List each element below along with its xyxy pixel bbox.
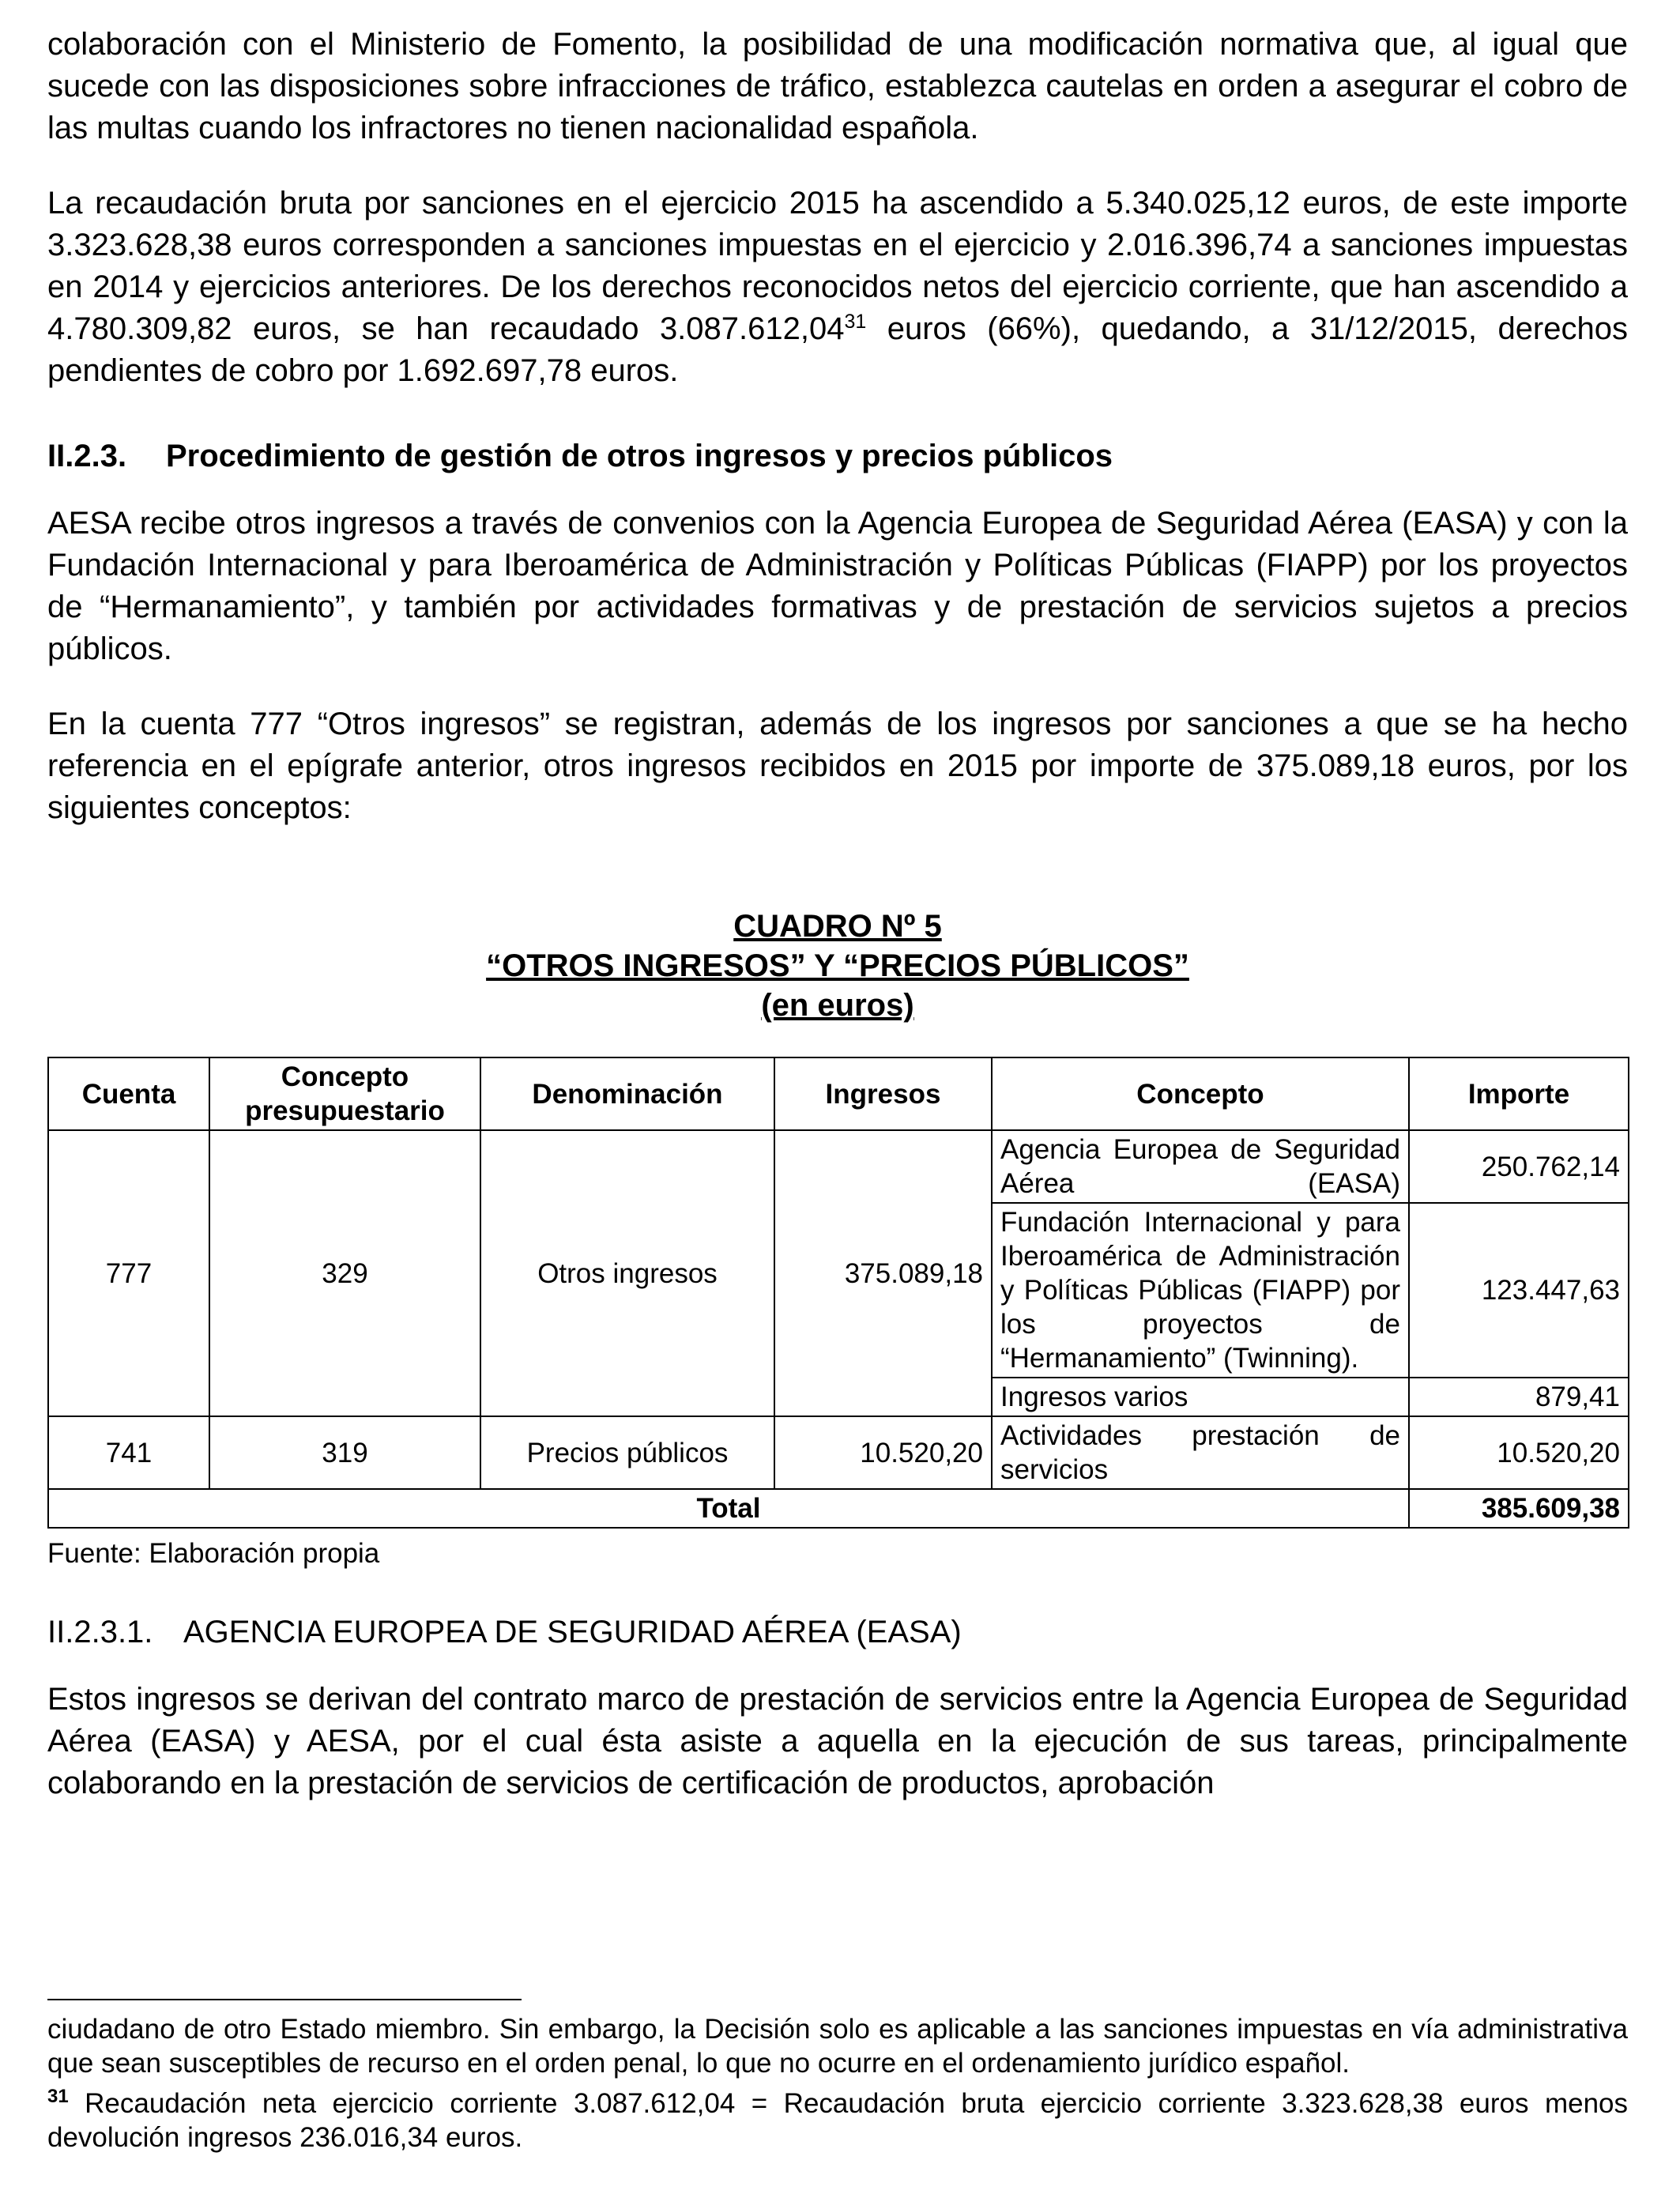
footnote-31-mark: 31 — [47, 2086, 69, 2107]
subsection-number: II.2.3.1. — [47, 1615, 153, 1649]
footnote-ref-31[interactable]: 31 — [844, 311, 867, 333]
table-header-row — [48, 1057, 1629, 1130]
cell-importe: 879,41 — [1409, 1378, 1629, 1416]
table-source: Fuente: Elaboración propia — [47, 1538, 380, 1569]
table-caption-number: CUADRO Nº 5 — [733, 909, 942, 944]
cell-denominacion: Otros ingresos — [480, 1130, 774, 1416]
cell-ingresos: 375.089,18 — [774, 1130, 992, 1416]
header-concepto-presupuestario: Concepto presupuestario — [209, 1057, 480, 1130]
paragraph-fomento: colaboración con el Ministerio de Fomento, la posibilidad de una modificación normativa que, al igual que sucede con las disposiciones sobre infracciones de tráfico, establezca cautelas en orden a asegurar el cobro de las multas cuando los infractores no tienen nacionalidad española. — [47, 27, 1628, 145]
cell-cuenta: 741 — [48, 1416, 209, 1489]
cell-importe: 10.520,20 — [1409, 1416, 1629, 1489]
cell-denominacion: Precios públicos — [480, 1416, 774, 1489]
document-page — [47, 24, 1628, 1804]
cell-concepto: Actividades prestación de servicios — [992, 1416, 1409, 1489]
paragraph-recaudacion-text: La recaudación bruta por sanciones en el ejercicio 2015 ha ascendido a 5.340.025,12 euros, de este importe 3.323.628,38 euros corresponden a sanciones impuestas en el ejercicio y 2.016.396,74 a sanciones impuestas en 2014 y ejercicios anteriores. De los derechos reconocidos netos del ejercicio corriente, que han ascendido a 4.780.309,82 euros, se han recaudado 3.087.612,04 — [47, 186, 1628, 346]
header-ingresos: Ingresos — [774, 1057, 992, 1130]
paragraph-easa-contrato: Estos ingresos se derivan del contrato marco de prestación de servicios entre la Agencia Europea de Seguridad Aérea (EASA) y AESA, por el cual ésta asiste a aquella en la ejecución de sus tareas, principalmente colaborando en la prestación de servicios de certificación de productos, aprobación — [47, 1682, 1628, 1800]
section-number: II.2.3. — [47, 439, 127, 473]
section-title: Procedimiento de gestión de otros ingresos y precios públicos — [166, 439, 1113, 473]
subsection-title: AGENCIA EUROPEA DE SEGURIDAD AÉREA (EASA) — [183, 1615, 962, 1649]
cell-concepto: Ingresos varios — [992, 1378, 1409, 1416]
section-heading-ii-2-3 — [47, 435, 1628, 477]
footnote-separator — [47, 1999, 522, 2000]
table-caption — [47, 907, 1628, 1025]
cell-concepto-presupuestario: 329 — [209, 1130, 480, 1416]
paragraph-recaudacion — [47, 183, 1628, 392]
cell-importe: 250.762,14 — [1409, 1130, 1629, 1203]
header-cuenta: Cuenta — [48, 1057, 209, 1130]
cell-concepto: Fundación Internacional y para Iberoamérica de Administración y Políticas Públicas (FIAPP) por los proyectos de “Hermanamiento” (Twinning). — [992, 1203, 1409, 1378]
header-importe: Importe — [1409, 1057, 1629, 1130]
cell-cuenta: 777 — [48, 1130, 209, 1416]
total-label: Total — [48, 1489, 1409, 1528]
table-total-row — [48, 1489, 1629, 1528]
header-concepto: Concepto — [992, 1057, 1409, 1130]
table-row — [48, 1130, 1629, 1203]
total-value: 385.609,38 — [1409, 1489, 1629, 1528]
footnote-31-text: Recaudación neta ejercicio corriente 3.087.612,04 = Recaudación bruta ejercicio corriente 3.323.628,38 euros menos devolución ingresos 236.016,34 euros. — [47, 2088, 1628, 2153]
cell-importe: 123.447,63 — [1409, 1203, 1629, 1378]
table-row — [48, 1416, 1629, 1489]
table-caption-units: (en euros) — [761, 988, 914, 1023]
section-heading-ii-2-3-1 — [47, 1612, 1628, 1653]
header-denominacion: Denominación — [480, 1057, 774, 1130]
paragraph-cuenta-777: En la cuenta 777 “Otros ingresos” se registran, además de los ingresos por sanciones a que se ha hecho referencia en el epígrafe anterior, otros ingresos recibidos en 2015 por importe de 375.089,18 euros, por los siguientes conceptos: — [47, 707, 1628, 825]
table-caption-title: “OTROS INGRESOS” Y “PRECIOS PÚBLICOS” — [486, 948, 1189, 983]
footnote-continuation: ciudadano de otro Estado miembro. Sin embargo, la Decisión solo es aplicable a las sanciones impuestas en vía administrativa que sean susceptibles de recurso en el orden penal, lo que no ocurre en el ordenamiento jurídico español. — [47, 2014, 1628, 2079]
cell-concepto-presupuestario: 319 — [209, 1416, 480, 1489]
otros-ingresos-table — [47, 1057, 1629, 1529]
cell-concepto: Agencia Europea de Seguridad Aérea (EASA) — [992, 1130, 1409, 1203]
footnote-31 — [47, 2087, 1628, 2154]
cell-ingresos: 10.520,20 — [774, 1416, 992, 1489]
paragraph-aesa-ingresos: AESA recibe otros ingresos a través de convenios con la Agencia Europea de Seguridad Aérea (EASA) y con la Fundación Internacional y para Iberoamérica de Administración y Políticas Públicas (FIAPP) por los proyectos de “Hermanamiento”, y también por actividades formativas y de prestación de servicios sujetos a precios públicos. — [47, 506, 1628, 666]
paragraph-recaudacion-text-end: euros (66%), quedando, a 31/12/2015, derechos pendientes de cobro por 1.692.697,78 euros. — [47, 311, 1628, 388]
